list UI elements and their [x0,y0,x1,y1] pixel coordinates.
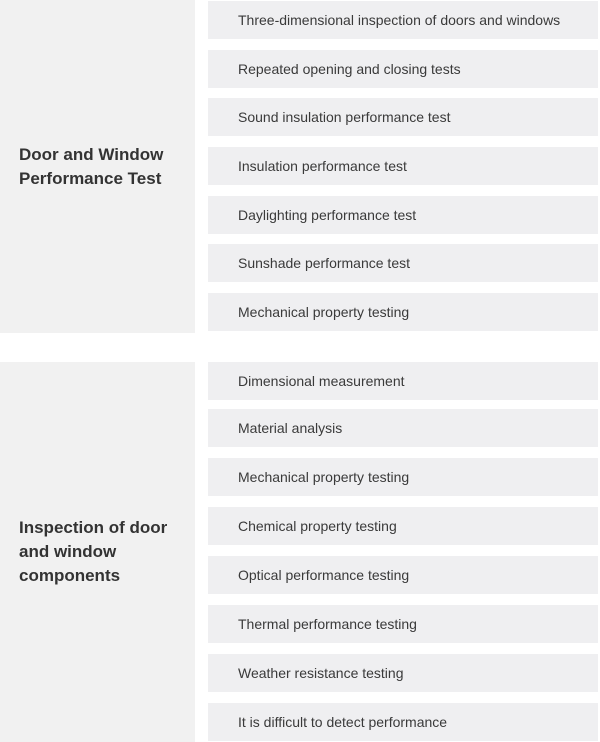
list-item[interactable]: Optical performance testing [208,556,598,594]
category-title: Door and Window Performance Test [19,144,164,188]
list-item[interactable]: Repeated opening and closing tests [208,50,598,88]
category-label [0,0,195,333]
list-item[interactable]: Daylighting performance test [208,196,598,234]
list-item[interactable]: Mechanical property testing [208,293,598,331]
list-item[interactable]: Dimensional measurement [208,362,598,400]
category-door-window-components [0,362,600,742]
list-item[interactable]: Three-dimensional inspection of doors and windows [208,1,598,39]
list-item[interactable]: Sunshade performance test [208,244,598,282]
category-label [0,362,195,742]
list-item[interactable]: Chemical property testing [208,507,598,545]
list-item[interactable]: It is difficult to detect performance [208,703,598,741]
list-item[interactable]: Weather resistance testing [208,654,598,692]
list-item[interactable]: Sound insulation performance test [208,98,598,136]
list-item[interactable]: Insulation performance test [208,147,598,185]
category-door-window-performance [0,0,600,333]
list-item[interactable]: Material analysis [208,409,598,447]
list-item[interactable]: Thermal performance testing [208,605,598,643]
category-title: Inspection of door and window components [19,518,168,585]
list-item[interactable]: Mechanical property testing [208,458,598,496]
